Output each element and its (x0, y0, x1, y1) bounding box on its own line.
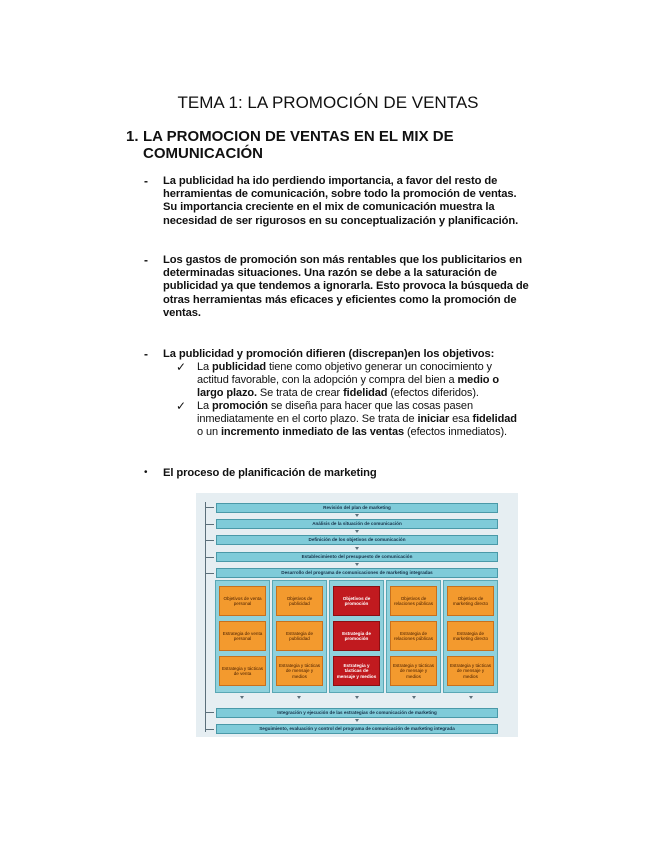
diagram-box-objective: Objetivos de relaciones públicas (390, 586, 437, 616)
down-arrow-icon (355, 563, 359, 566)
down-arrow-icon (355, 514, 359, 517)
section-heading (126, 128, 486, 162)
feedback-tick (205, 573, 214, 574)
down-arrow-icon (240, 696, 244, 699)
dash-bullet-1: - (144, 174, 148, 188)
diagram-box-tactics: Estrategia y tácticas de mensaje y medios (276, 656, 323, 686)
feedback-tick (205, 540, 214, 541)
dash-bullet-2: - (144, 253, 148, 267)
diagram-column-marketing-directo (443, 580, 498, 693)
paragraph-1: La publicidad ha ido perdiendo importancia, a favor del resto de herramientas de comunicación, sobre todo la promoción de ventas. Su importancia creciente en el mix de comunicación muestra la necesidad de ser rigurosos en su conceptualización y planificación. (163, 175, 519, 227)
paragraph-2: Los gastos de promoción son más rentables que los publicitarios en determinadas situaciones. Una razón se debe a la saturación de publicidad ya que tendemos a ignorarla. Esto provoca la búsqueda de otras herramientas más eficaces y eficientes como la promoción de ventas. (163, 254, 529, 319)
diagram-box-strategy: Estrategia de promoción (333, 621, 380, 651)
down-arrow-icon (412, 696, 416, 699)
feedback-tick (205, 507, 214, 508)
diagram-column-venta-personal (215, 580, 270, 693)
diagram-box-objective: Objetivos de venta personal (219, 586, 266, 616)
diagram-box-strategy: Estrategia de venta personal (219, 621, 266, 651)
feedback-tick (205, 557, 214, 558)
diagram-box-tactics: Estrategia y tácticas de venta (219, 656, 266, 686)
diagram-box-objective: Objetivos de promoción (333, 586, 380, 616)
feedback-tick (205, 524, 214, 525)
bullet-point-text: El proceso de planificación de marketing (163, 467, 377, 479)
check-icon: ✓ (176, 360, 187, 374)
diagram-bar-seguimiento: Seguimiento, evaluación y control del programa de comunicación de marketing integrada (216, 724, 498, 734)
down-arrow-icon (355, 547, 359, 550)
diagram-bar-revision: Revisión del plan de marketing (216, 503, 498, 513)
diagram-box-objective: Objetivos de marketing directo (447, 586, 494, 616)
diagram-bar-objetivos: Definición de los objetivos de comunicación (216, 535, 498, 545)
diagram-bar-analisis: Análisis de la situación de comunicación (216, 519, 498, 529)
diagram-column-promocion (329, 580, 384, 693)
feedback-tick (205, 729, 214, 730)
section-heading-text: LA PROMOCION DE VENTAS EN EL MIX DE COMUNICACIÓN (143, 128, 454, 162)
diagram-box-strategy: Estrategia de marketing directo (447, 621, 494, 651)
check-item-promocion: La promoción se diseña para hacer que las cosas pasen inmediatamente en el corto plazo. Se trata de iniciar esa fidelidad o un incremento inmediato de las ventas (efectos inmediatos). (197, 400, 517, 438)
bullet-icon: • (144, 467, 148, 478)
diagram-box-tactics: Estrategia y tácticas de mensaje y medios (447, 656, 494, 686)
check-icon: ✓ (176, 399, 187, 413)
page-title: TEMA 1: LA PROMOCIÓN DE VENTAS (177, 93, 479, 112)
feedback-tick (205, 712, 214, 713)
diagram-box-tactics: Estrategia y tácticas de mensaje y medios (333, 656, 380, 686)
diagram-box-strategy: Estrategia de publicidad (276, 621, 323, 651)
diagram-column-publicidad (272, 580, 327, 693)
feedback-rail (205, 502, 206, 732)
down-arrow-icon (297, 696, 301, 699)
down-arrow-icon (355, 696, 359, 699)
down-arrow-icon (469, 696, 473, 699)
check-item-publicidad: La publicidad tiene como objetivo generar un conocimiento y actitud favorable, con la adopción y compra del bien a medio o largo plazo. Se trata de crear fidelidad (efectos diferidos). (197, 361, 499, 399)
diagram-bar-presupuesto: Establecimiento del presupuesto de comunicación (216, 552, 498, 562)
diagram-box-tactics: Estrategia y tácticas de mensaje y medios (390, 656, 437, 686)
diagram-box-objective: Objetivos de publicidad (276, 586, 323, 616)
diagram-bar-desarrollo: Desarrollo del programa de comunicaciones de marketing integradas (216, 568, 498, 578)
paragraph-3: La publicidad y promoción difieren (discrepan)en los objetivos: (163, 348, 495, 360)
dash-bullet-3: - (144, 347, 148, 361)
down-arrow-icon (355, 530, 359, 533)
diagram-column-relaciones-publicas (386, 580, 441, 693)
down-arrow-icon (355, 719, 359, 722)
section-number: 1. (126, 128, 139, 145)
marketing-planning-diagram (196, 493, 518, 737)
diagram-box-strategy: Estrategia de relaciones públicas (390, 621, 437, 651)
diagram-bar-integracion: Integración y ejecución de las estrategias de comunicación de marketing (216, 708, 498, 718)
